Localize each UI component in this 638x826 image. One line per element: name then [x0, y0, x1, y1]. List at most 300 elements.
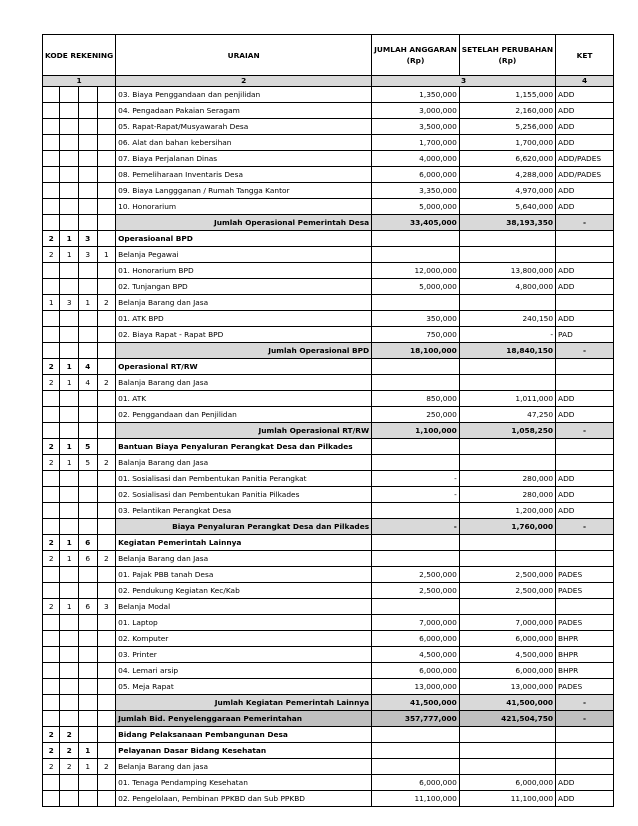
table-row — [43, 103, 614, 119]
ket-cell: BHPR — [556, 663, 614, 679]
uraian-cell: Belanja Pegawai — [116, 247, 372, 263]
kode-digit-2: 1 — [60, 247, 79, 263]
kode-digit-4: 2 — [97, 455, 116, 471]
kode-digit-3: 4 — [78, 359, 97, 375]
uraian-cell: 07. Biaya Perjalanan Dinas — [116, 151, 372, 167]
kode-digit-4 — [97, 407, 116, 423]
kode-digit-1 — [43, 711, 60, 727]
kode-digit-4 — [97, 359, 116, 375]
table-row — [43, 535, 614, 551]
table-row — [43, 615, 614, 631]
jumlah-anggaran-cell: 6,000,000 — [372, 775, 460, 791]
table-row — [43, 503, 614, 519]
ket-cell: ADD — [556, 279, 614, 295]
kode-digit-2 — [60, 119, 79, 135]
ket-cell — [556, 295, 614, 311]
kode-digit-4 — [97, 647, 116, 663]
table-row — [43, 743, 614, 759]
table-body — [43, 87, 614, 807]
setelah-perubahan-cell: 1,760,000 — [459, 519, 555, 535]
kode-digit-2: 1 — [60, 231, 79, 247]
ket-cell: ADD — [556, 87, 614, 103]
kode-digit-4 — [97, 167, 116, 183]
kode-digit-4: 2 — [97, 295, 116, 311]
kode-digit-2 — [60, 711, 79, 727]
kode-digit-1: 2 — [43, 439, 60, 455]
ket-cell — [556, 247, 614, 263]
kode-digit-3 — [78, 103, 97, 119]
kode-digit-1 — [43, 615, 60, 631]
setelah-perubahan-cell: 1,011,000 — [459, 391, 555, 407]
kode-digit-3: 4 — [78, 375, 97, 391]
kode-digit-3 — [78, 199, 97, 215]
jumlah-anggaran-cell: 3,500,000 — [372, 119, 460, 135]
table-row — [43, 551, 614, 567]
ket-cell: ADD — [556, 119, 614, 135]
kode-digit-3: 5 — [78, 455, 97, 471]
setelah-perubahan-cell — [459, 759, 555, 775]
ket-cell: PAD — [556, 327, 614, 343]
table-row — [43, 567, 614, 583]
kode-digit-4 — [97, 743, 116, 759]
kode-digit-1 — [43, 631, 60, 647]
kode-digit-4 — [97, 279, 116, 295]
kode-digit-4 — [97, 263, 116, 279]
jumlah-anggaran-cell: 5,000,000 — [372, 199, 460, 215]
uraian-cell: 01. ATK — [116, 391, 372, 407]
setelah-perubahan-cell: 1,155,000 — [459, 87, 555, 103]
setelah-perubahan-cell: 1,700,000 — [459, 135, 555, 151]
kode-digit-4 — [97, 727, 116, 743]
setelah-perubahan-cell: 11,100,000 — [459, 791, 555, 807]
setelah-perubahan-cell — [459, 439, 555, 455]
kode-digit-2: 1 — [60, 599, 79, 615]
kode-digit-4 — [97, 631, 116, 647]
ket-cell: - — [556, 215, 614, 231]
kode-digit-4: 1 — [97, 247, 116, 263]
ket-cell: ADD — [556, 391, 614, 407]
kode-digit-3 — [78, 391, 97, 407]
kode-digit-4 — [97, 183, 116, 199]
table-row — [43, 519, 614, 535]
uraian-cell: Jumlah Operasional BPD — [116, 343, 372, 359]
ket-cell — [556, 727, 614, 743]
kode-digit-3: 3 — [78, 247, 97, 263]
jumlah-anggaran-cell: 6,000,000 — [372, 663, 460, 679]
kode-digit-4: 3 — [97, 599, 116, 615]
kode-digit-3: 6 — [78, 599, 97, 615]
table-row — [43, 359, 614, 375]
kode-digit-3 — [78, 663, 97, 679]
uraian-cell: Operasional RT/RW — [116, 359, 372, 375]
uraian-cell: 01. Tenaga Pendamping Kesehatan — [116, 775, 372, 791]
kode-digit-4 — [97, 327, 116, 343]
table-row — [43, 439, 614, 455]
kode-digit-3 — [78, 135, 97, 151]
kode-digit-3 — [78, 519, 97, 535]
ket-cell: - — [556, 711, 614, 727]
setelah-perubahan-cell: 2,160,000 — [459, 103, 555, 119]
uraian-cell: 01. ATK BPD — [116, 311, 372, 327]
kode-digit-1: 1 — [43, 295, 60, 311]
kode-digit-1: 2 — [43, 455, 60, 471]
ket-cell: - — [556, 343, 614, 359]
kode-digit-1 — [43, 775, 60, 791]
kode-digit-1 — [43, 423, 60, 439]
uraian-cell: 06. Alat dan bahan kebersihan — [116, 135, 372, 151]
kode-digit-3 — [78, 183, 97, 199]
kode-digit-1 — [43, 695, 60, 711]
table-row — [43, 391, 614, 407]
kode-digit-2 — [60, 407, 79, 423]
kode-digit-2 — [60, 199, 79, 215]
jumlah-anggaran-cell: 5,000,000 — [372, 279, 460, 295]
setelah-perubahan-cell: 2,500,000 — [459, 567, 555, 583]
kode-digit-2 — [60, 151, 79, 167]
setelah-perubahan-cell — [459, 535, 555, 551]
kode-digit-1 — [43, 487, 60, 503]
ket-cell: ADD — [556, 199, 614, 215]
table-row — [43, 471, 614, 487]
header-kode-rekening: KODE REKENING — [43, 35, 116, 76]
uraian-cell: 02. Penggandaan dan Penjilidan — [116, 407, 372, 423]
kode-digit-4 — [97, 343, 116, 359]
kode-digit-3: 1 — [78, 295, 97, 311]
table-row — [43, 423, 614, 439]
kode-digit-3 — [78, 727, 97, 743]
kode-digit-2: 2 — [60, 743, 79, 759]
budget-table — [42, 34, 614, 807]
kode-digit-4 — [97, 583, 116, 599]
uraian-cell: 02. Tunjangan BPD — [116, 279, 372, 295]
kode-digit-1 — [43, 135, 60, 151]
setelah-perubahan-cell: 5,640,000 — [459, 199, 555, 215]
header-setelah-rp: (Rp) — [498, 56, 517, 65]
setelah-perubahan-cell — [459, 455, 555, 471]
setelah-perubahan-cell: 5,256,000 — [459, 119, 555, 135]
jumlah-anggaran-cell — [372, 535, 460, 551]
table-row — [43, 247, 614, 263]
ket-cell: - — [556, 519, 614, 535]
kode-digit-4 — [97, 103, 116, 119]
table-row — [43, 199, 614, 215]
kode-digit-1 — [43, 151, 60, 167]
uraian-cell: 01. Pajak PBB tanah Desa — [116, 567, 372, 583]
ket-cell: PADES — [556, 615, 614, 631]
kode-digit-3 — [78, 167, 97, 183]
ket-cell: ADD/PADES — [556, 167, 614, 183]
table-row — [43, 455, 614, 471]
uraian-cell: Jumlah Operasional RT/RW — [116, 423, 372, 439]
kode-digit-1 — [43, 407, 60, 423]
jumlah-anggaran-cell: 33,405,000 — [372, 215, 460, 231]
kode-digit-3 — [78, 87, 97, 103]
setelah-perubahan-cell: 13,000,000 — [459, 679, 555, 695]
ket-cell: BHPR — [556, 631, 614, 647]
jumlah-anggaran-cell: 4,500,000 — [372, 647, 460, 663]
kode-digit-3 — [78, 343, 97, 359]
kode-digit-2 — [60, 279, 79, 295]
uraian-cell: 02. Pengelolaan, Pembinan PPKBD dan Sub PPKBD — [116, 791, 372, 807]
header-index-1: 1 — [43, 76, 116, 87]
jumlah-anggaran-cell: 1,100,000 — [372, 423, 460, 439]
table-row — [43, 279, 614, 295]
uraian-cell: Belanja Barang dan Jasa — [116, 295, 372, 311]
ket-cell — [556, 759, 614, 775]
kode-digit-1: 2 — [43, 231, 60, 247]
ket-cell: ADD — [556, 791, 614, 807]
kode-digit-2: 1 — [60, 551, 79, 567]
uraian-cell: Belanja Barang dan jasa — [116, 759, 372, 775]
kode-digit-1 — [43, 311, 60, 327]
kode-digit-2 — [60, 775, 79, 791]
kode-digit-3 — [78, 583, 97, 599]
setelah-perubahan-cell: 1,058,250 — [459, 423, 555, 439]
kode-digit-3 — [78, 631, 97, 647]
setelah-perubahan-cell: - — [459, 327, 555, 343]
kode-digit-3 — [78, 567, 97, 583]
header-setelah-perubahan — [459, 35, 555, 76]
ket-cell: BHPR — [556, 647, 614, 663]
header-index-2: 2 — [116, 76, 372, 87]
kode-digit-2 — [60, 87, 79, 103]
kode-digit-1 — [43, 519, 60, 535]
uraian-cell: 02. Sosialisasi dan Pembentukan Panitia Pilkades — [116, 487, 372, 503]
table-row — [43, 631, 614, 647]
kode-digit-1 — [43, 183, 60, 199]
table-row — [43, 727, 614, 743]
kode-digit-1: 2 — [43, 551, 60, 567]
kode-digit-4 — [97, 151, 116, 167]
uraian-cell: Balanja Barang dan Jasa — [116, 455, 372, 471]
kode-digit-4 — [97, 439, 116, 455]
kode-digit-1 — [43, 263, 60, 279]
ket-cell — [556, 359, 614, 375]
kode-digit-3 — [78, 471, 97, 487]
kode-digit-2 — [60, 263, 79, 279]
setelah-perubahan-cell: 240,150 — [459, 311, 555, 327]
table-row — [43, 775, 614, 791]
kode-digit-1 — [43, 503, 60, 519]
jumlah-anggaran-cell: 350,000 — [372, 311, 460, 327]
ket-cell: ADD — [556, 775, 614, 791]
kode-digit-2 — [60, 423, 79, 439]
kode-digit-2 — [60, 471, 79, 487]
kode-digit-3 — [78, 263, 97, 279]
setelah-perubahan-cell: 6,000,000 — [459, 775, 555, 791]
setelah-perubahan-cell: 41,500,000 — [459, 695, 555, 711]
kode-digit-4 — [97, 567, 116, 583]
setelah-perubahan-cell: 4,288,000 — [459, 167, 555, 183]
kode-digit-4: 2 — [97, 551, 116, 567]
jumlah-anggaran-cell: 357,777,000 — [372, 711, 460, 727]
setelah-perubahan-cell: 280,000 — [459, 487, 555, 503]
kode-digit-1 — [43, 471, 60, 487]
kode-digit-3 — [78, 279, 97, 295]
table-row — [43, 599, 614, 615]
header-jumlah-anggaran — [372, 35, 460, 76]
jumlah-anggaran-cell — [372, 231, 460, 247]
kode-digit-1 — [43, 279, 60, 295]
jumlah-anggaran-cell: 2,500,000 — [372, 567, 460, 583]
kode-digit-1 — [43, 119, 60, 135]
jumlah-anggaran-cell — [372, 375, 460, 391]
ket-cell: PADES — [556, 567, 614, 583]
jumlah-anggaran-cell — [372, 503, 460, 519]
header-index-3: 3 — [372, 76, 556, 87]
setelah-perubahan-cell: 6,620,000 — [459, 151, 555, 167]
ket-cell — [556, 551, 614, 567]
kode-digit-2: 1 — [60, 455, 79, 471]
ket-cell: ADD/PADES — [556, 151, 614, 167]
ket-cell: - — [556, 695, 614, 711]
kode-digit-2 — [60, 519, 79, 535]
kode-digit-1 — [43, 199, 60, 215]
ket-cell: ADD — [556, 135, 614, 151]
table-header — [43, 35, 614, 87]
table-row — [43, 151, 614, 167]
kode-digit-1: 2 — [43, 535, 60, 551]
uraian-cell: Jumlah Kegiatan Pemerintah Lainnya — [116, 695, 372, 711]
setelah-perubahan-cell: 280,000 — [459, 471, 555, 487]
jumlah-anggaran-cell: - — [372, 471, 460, 487]
kode-digit-4 — [97, 391, 116, 407]
uraian-cell: 08. Pemeliharaan Inventaris Desa — [116, 167, 372, 183]
setelah-perubahan-cell: 4,800,000 — [459, 279, 555, 295]
uraian-cell: 10. Honorarium — [116, 199, 372, 215]
kode-digit-3 — [78, 407, 97, 423]
kode-digit-2: 1 — [60, 439, 79, 455]
uraian-cell: Pelayanan Dasar Bidang Kesehatan — [116, 743, 372, 759]
kode-digit-2 — [60, 343, 79, 359]
jumlah-anggaran-cell: 41,500,000 — [372, 695, 460, 711]
ket-cell — [556, 439, 614, 455]
kode-digit-3 — [78, 151, 97, 167]
ket-cell: ADD — [556, 183, 614, 199]
uraian-cell: 03. Biaya Penggandaan dan penjilidan — [116, 87, 372, 103]
jumlah-anggaran-cell: 2,500,000 — [372, 583, 460, 599]
kode-digit-1 — [43, 647, 60, 663]
jumlah-anggaran-cell: 1,350,000 — [372, 87, 460, 103]
kode-digit-2: 1 — [60, 375, 79, 391]
uraian-cell: 01. Honorarium BPD — [116, 263, 372, 279]
uraian-cell: 01. Sosialisasi dan Pembentukan Panitia Perangkat — [116, 471, 372, 487]
ket-cell: ADD — [556, 487, 614, 503]
setelah-perubahan-cell: 6,000,000 — [459, 631, 555, 647]
jumlah-anggaran-cell: 3,350,000 — [372, 183, 460, 199]
kode-digit-4: 2 — [97, 759, 116, 775]
kode-digit-2 — [60, 695, 79, 711]
kode-digit-3: 6 — [78, 535, 97, 551]
kode-digit-3 — [78, 775, 97, 791]
table-row — [43, 215, 614, 231]
kode-digit-2 — [60, 615, 79, 631]
uraian-cell: Kegiatan Pemerintah Lainnya — [116, 535, 372, 551]
kode-digit-2 — [60, 663, 79, 679]
setelah-perubahan-cell: 421,504,750 — [459, 711, 555, 727]
setelah-perubahan-cell — [459, 743, 555, 759]
table-row — [43, 183, 614, 199]
setelah-perubahan-cell: 47,250 — [459, 407, 555, 423]
setelah-perubahan-cell — [459, 247, 555, 263]
kode-digit-2: 1 — [60, 535, 79, 551]
kode-digit-1 — [43, 215, 60, 231]
uraian-cell: 03. Printer — [116, 647, 372, 663]
header-setelah-perubahan-label: SETELAH PERUBAHAN — [461, 45, 554, 54]
uraian-cell: Operasioanal BPD — [116, 231, 372, 247]
kode-digit-4: 2 — [97, 375, 116, 391]
kode-digit-4 — [97, 519, 116, 535]
kode-digit-2 — [60, 503, 79, 519]
setelah-perubahan-cell: 6,000,000 — [459, 663, 555, 679]
kode-digit-2 — [60, 679, 79, 695]
setelah-perubahan-cell: 1,200,000 — [459, 503, 555, 519]
kode-digit-1: 2 — [43, 743, 60, 759]
kode-digit-2 — [60, 391, 79, 407]
setelah-perubahan-cell — [459, 231, 555, 247]
kode-digit-2 — [60, 567, 79, 583]
kode-digit-3: 1 — [78, 759, 97, 775]
header-ket: KET — [556, 35, 614, 76]
ket-cell: ADD — [556, 471, 614, 487]
kode-digit-3 — [78, 791, 97, 807]
jumlah-anggaran-cell: 18,100,000 — [372, 343, 460, 359]
jumlah-anggaran-cell — [372, 727, 460, 743]
jumlah-anggaran-cell: 4,000,000 — [372, 151, 460, 167]
table-row — [43, 295, 614, 311]
jumlah-anggaran-cell — [372, 759, 460, 775]
ket-cell: ADD — [556, 311, 614, 327]
jumlah-anggaran-cell — [372, 599, 460, 615]
kode-digit-1: 2 — [43, 359, 60, 375]
setelah-perubahan-cell — [459, 359, 555, 375]
ket-cell: ADD — [556, 407, 614, 423]
table-row — [43, 647, 614, 663]
kode-digit-3 — [78, 487, 97, 503]
uraian-cell: Bantuan Biaya Penyaluran Perangkat Desa dan Pilkades — [116, 439, 372, 455]
jumlah-anggaran-cell — [372, 247, 460, 263]
kode-digit-2: 3 — [60, 295, 79, 311]
setelah-perubahan-cell: 7,000,000 — [459, 615, 555, 631]
uraian-cell: 02. Komputer — [116, 631, 372, 647]
ket-cell — [556, 375, 614, 391]
kode-digit-3 — [78, 615, 97, 631]
kode-digit-4 — [97, 791, 116, 807]
kode-digit-3 — [78, 215, 97, 231]
kode-digit-2 — [60, 647, 79, 663]
uraian-cell: 03. Pelantikan Perangkat Desa — [116, 503, 372, 519]
jumlah-anggaran-cell: - — [372, 487, 460, 503]
kode-digit-2 — [60, 487, 79, 503]
kode-digit-3 — [78, 679, 97, 695]
kode-digit-3 — [78, 327, 97, 343]
kode-digit-4 — [97, 663, 116, 679]
ket-cell: ADD — [556, 503, 614, 519]
ket-cell: ADD — [556, 103, 614, 119]
kode-digit-1 — [43, 103, 60, 119]
table-row — [43, 679, 614, 695]
ket-cell — [556, 455, 614, 471]
kode-digit-1 — [43, 343, 60, 359]
uraian-cell: 02. Pendukung Kegiatan Kec/Kab — [116, 583, 372, 599]
kode-digit-3 — [78, 423, 97, 439]
uraian-cell: Belanja Barang dan Jasa — [116, 551, 372, 567]
jumlah-anggaran-cell: 12,000,000 — [372, 263, 460, 279]
kode-digit-2 — [60, 215, 79, 231]
kode-digit-3 — [78, 119, 97, 135]
kode-digit-1 — [43, 679, 60, 695]
table-row — [43, 311, 614, 327]
